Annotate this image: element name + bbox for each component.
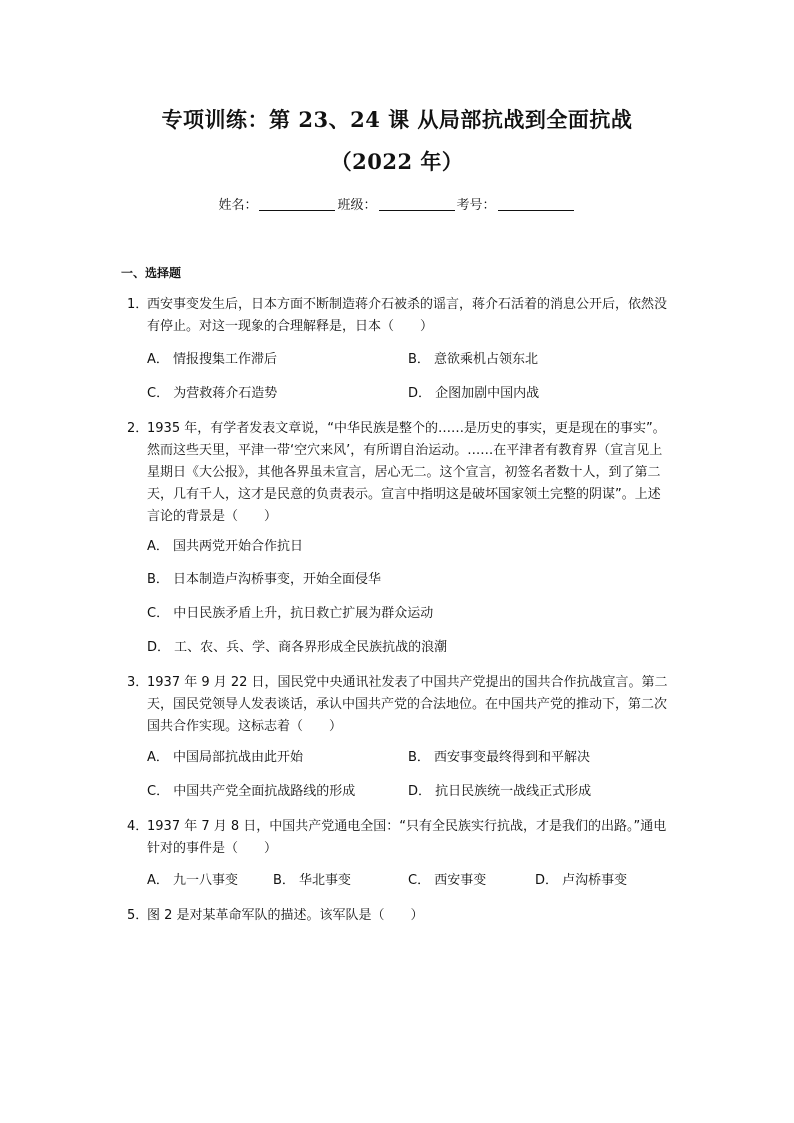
q2-option-c[interactable]: C． 中日民族矛盾上升，抗日救亡扩展为群众运动: [147, 606, 434, 621]
question-3: [127, 672, 672, 738]
q1-option-c[interactable]: C． 为营救蒋介石造势: [147, 386, 278, 401]
question-2: [127, 418, 672, 528]
q1-option-b[interactable]: B． 意欲乘机占领东北: [408, 352, 539, 367]
q4-option-b[interactable]: B． 华北事变: [273, 873, 352, 888]
section-title: 一、选择题: [121, 266, 182, 280]
document-subtitle-year: （2022 年）: [330, 149, 464, 174]
q3-option-a[interactable]: A． 中国局部抗战由此开始: [147, 750, 304, 765]
student-info-line: [0, 194, 794, 213]
question-stem: 1935 年，有学者发表文章说，“中华民族是整个的……是历史的事实，更是现在的事实”。然而这些天里，平津一带‘空穴来风’，有所谓自治运动。……在平津者有教育界（宣言见上星期日《大公报》，其他各界虽未宣言，居心无二。这个宣言，初签名者数十人，到了第二天，几有千人，这才是民意的负责表示。宣言中指明这是破坏国家领土完整的阴谋”。上述言论的背景是（ ）: [147, 421, 666, 524]
question-number: 5．: [127, 908, 149, 923]
question-5: [127, 905, 672, 927]
question-number: 1．: [127, 297, 149, 312]
exam-number-blank[interactable]: [498, 197, 574, 211]
q2-option-a[interactable]: A． 国共两党开始合作抗日: [147, 539, 304, 554]
q3-option-d[interactable]: D． 抗日民族统一战线正式形成: [408, 784, 592, 799]
class-blank[interactable]: [379, 197, 455, 211]
question-stem: 图 2 是对某革命军队的描述。该军队是（ ）: [147, 908, 424, 923]
name-label: 姓名：: [218, 198, 258, 213]
question-number: 2．: [127, 421, 149, 436]
document-title: 专项训练：第 23、24 课 从局部抗战到全面抗战: [161, 107, 633, 132]
class-label: 班级：: [337, 198, 377, 213]
q4-option-d[interactable]: D． 卢沟桥事变: [535, 873, 628, 888]
question-number: 4．: [127, 819, 149, 834]
question-stem: 1937 年 9 月 22 日，国民党中央通讯社发表了中国共产党提出的国共合作抗战宣言。第二天，国民党领导人发表谈话，承认中国共产党的合法地位。在中国共产党的推动下，第二次国共合作实现。这标志着（ ）: [147, 675, 668, 734]
question-4: [127, 816, 672, 860]
q3-option-c[interactable]: C． 中国共产党全面抗战路线的形成: [147, 784, 356, 799]
q4-option-c[interactable]: C． 西安事变: [408, 873, 487, 888]
name-blank[interactable]: [259, 197, 335, 211]
question-1: [127, 294, 672, 338]
q1-option-d[interactable]: D． 企图加剧中国内战: [408, 386, 540, 401]
q3-option-b[interactable]: B． 西安事变最终得到和平解决: [408, 750, 591, 765]
q1-option-a[interactable]: A． 情报搜集工作滞后: [147, 352, 278, 367]
q2-option-d[interactable]: D． 工、农、兵、学、商各界形成全民族抗战的浪潮: [147, 640, 448, 655]
q4-option-a[interactable]: A． 九一八事变: [147, 873, 239, 888]
exam-number-label: 考号：: [456, 198, 496, 213]
question-stem: 1937 年 7 月 8 日，中国共产党通电全国：“只有全民族实行抗战，才是我们的出路。”通电针对的事件是（ ）: [147, 819, 667, 856]
question-number: 3．: [127, 675, 149, 690]
question-stem: 西安事变发生后，日本方面不断制造蒋介石被杀的谣言，蒋介石活着的消息公开后，依然没有停止。对这一现象的合理解释是，日本（ ）: [147, 297, 668, 334]
q2-option-b[interactable]: B． 日本制造卢沟桥事变，开始全面侵华: [147, 572, 382, 587]
